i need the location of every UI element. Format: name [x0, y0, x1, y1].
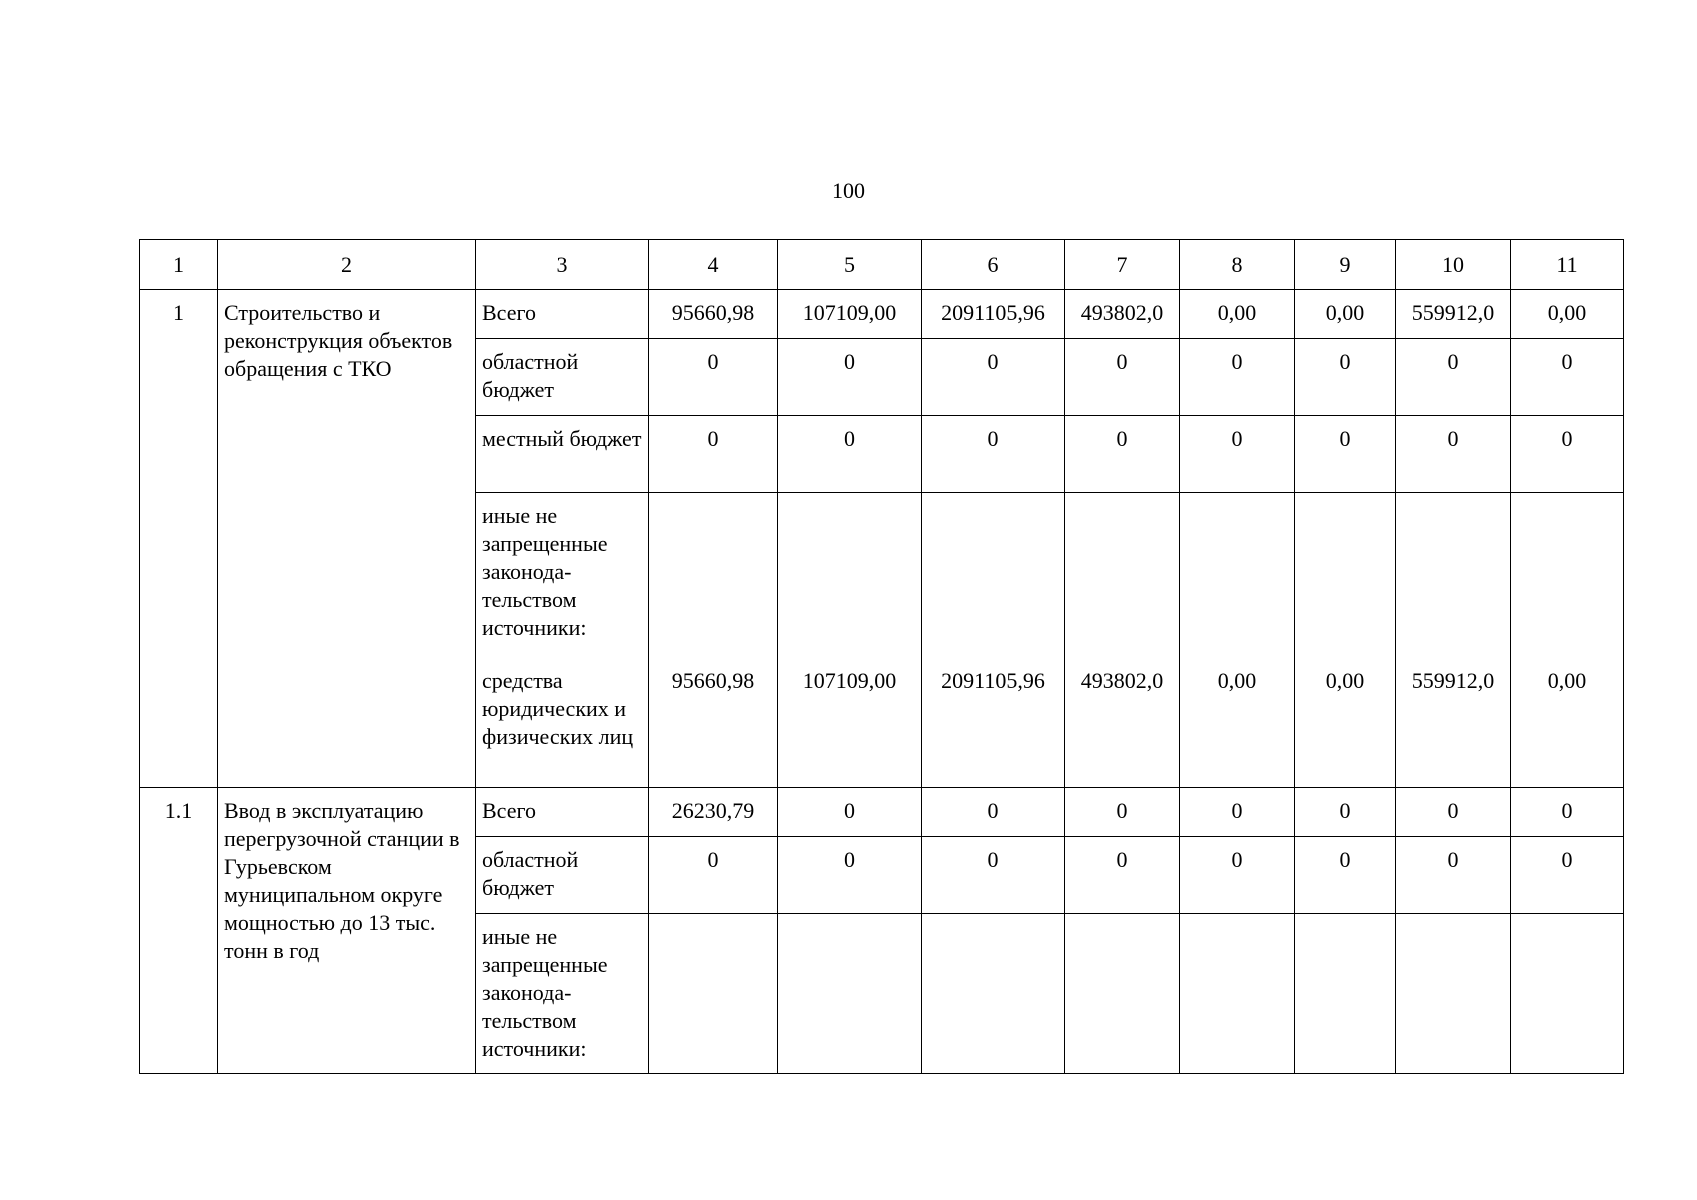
value-cell: 2091105,96 [922, 290, 1065, 339]
value-cell [778, 493, 922, 658]
page-number: 100 [832, 178, 865, 203]
measure-name: Строительство и реконструкция объектов обращения с ТКО [218, 290, 476, 788]
budget-table [139, 239, 1624, 1074]
value-cell: 0,00 [1511, 290, 1624, 339]
value-cell: 0 [1065, 339, 1180, 416]
value-cell: 0 [1295, 837, 1396, 914]
value-cell: 0,00 [1295, 290, 1396, 339]
value-cell: 107109,00 [778, 290, 922, 339]
value-cell: 26230,79 [649, 788, 778, 837]
column-header: 7 [1065, 240, 1180, 290]
value-cell [1065, 493, 1180, 658]
funding-source: местный бюджет [476, 416, 649, 493]
funding-source: областной бюджет [476, 339, 649, 416]
value-cell: 0 [1511, 837, 1624, 914]
funding-source: Всего [476, 290, 649, 339]
value-cell [922, 493, 1065, 658]
value-cell: 559912,0 [1396, 290, 1511, 339]
row-number: 1 [140, 290, 218, 788]
value-cell: 0,00 [1295, 658, 1396, 788]
value-cell [1396, 914, 1511, 1074]
row-number: 1.1 [140, 788, 218, 1074]
table-row [140, 290, 1624, 339]
value-cell [1511, 914, 1624, 1074]
column-header: 3 [476, 240, 649, 290]
value-cell: 95660,98 [649, 290, 778, 339]
column-header: 1 [140, 240, 218, 290]
column-header: 5 [778, 240, 922, 290]
value-cell: 0 [1180, 837, 1295, 914]
value-cell: 0 [1396, 339, 1511, 416]
value-cell: 0 [1295, 416, 1396, 493]
value-cell: 493802,0 [1065, 658, 1180, 788]
value-cell: 0 [649, 339, 778, 416]
funding-source: иные не запрещенные законода-тельством источники: [476, 914, 649, 1074]
value-cell: 0,00 [1511, 658, 1624, 788]
value-cell: 0 [922, 788, 1065, 837]
value-cell [922, 914, 1065, 1074]
value-cell [1180, 493, 1295, 658]
measure-name: Ввод в эксплуатацию перегрузочной станции в Гурьевском муниципальном округе мощностью до 13 тыс. тонн в год [218, 788, 476, 1074]
funding-source: иные не запрещенные законода-тельством источники: [476, 493, 649, 658]
value-cell: 0,00 [1180, 658, 1295, 788]
table-row [140, 788, 1624, 837]
value-cell: 493802,0 [1065, 290, 1180, 339]
value-cell [1295, 493, 1396, 658]
value-cell: 0 [1180, 339, 1295, 416]
value-cell: 0 [1065, 837, 1180, 914]
value-cell: 0 [1396, 837, 1511, 914]
table-header-row [140, 240, 1624, 290]
value-cell: 0,00 [1180, 290, 1295, 339]
value-cell: 0 [1065, 788, 1180, 837]
value-cell: 0 [778, 339, 922, 416]
value-cell [1511, 493, 1624, 658]
funding-source: средства юридических и физических лиц [476, 658, 649, 788]
value-cell [649, 914, 778, 1074]
value-cell: 559912,0 [1396, 658, 1511, 788]
value-cell: 95660,98 [649, 658, 778, 788]
funding-source: Всего [476, 788, 649, 837]
value-cell: 0 [778, 788, 922, 837]
column-header: 11 [1511, 240, 1624, 290]
value-cell: 0 [1180, 416, 1295, 493]
column-header: 9 [1295, 240, 1396, 290]
value-cell [1295, 914, 1396, 1074]
funding-source: областной бюджет [476, 837, 649, 914]
value-cell [1396, 493, 1511, 658]
value-cell: 0 [1396, 788, 1511, 837]
value-cell: 0 [1295, 788, 1396, 837]
column-header: 4 [649, 240, 778, 290]
value-cell: 0 [1295, 339, 1396, 416]
value-cell: 0 [922, 416, 1065, 493]
value-cell: 0 [1511, 416, 1624, 493]
column-header: 6 [922, 240, 1065, 290]
column-header: 8 [1180, 240, 1295, 290]
value-cell: 0 [1511, 788, 1624, 837]
value-cell: 0 [922, 339, 1065, 416]
column-header: 2 [218, 240, 476, 290]
value-cell: 0 [922, 837, 1065, 914]
value-cell: 0 [778, 416, 922, 493]
value-cell: 0 [649, 837, 778, 914]
value-cell: 0 [778, 837, 922, 914]
value-cell [1180, 914, 1295, 1074]
value-cell: 0 [1065, 416, 1180, 493]
value-cell [1065, 914, 1180, 1074]
value-cell: 0 [1396, 416, 1511, 493]
value-cell: 0 [1511, 339, 1624, 416]
column-header: 10 [1396, 240, 1511, 290]
value-cell: 0 [1180, 788, 1295, 837]
value-cell: 0 [649, 416, 778, 493]
value-cell: 107109,00 [778, 658, 922, 788]
value-cell [778, 914, 922, 1074]
value-cell [649, 493, 778, 658]
value-cell: 2091105,96 [922, 658, 1065, 788]
